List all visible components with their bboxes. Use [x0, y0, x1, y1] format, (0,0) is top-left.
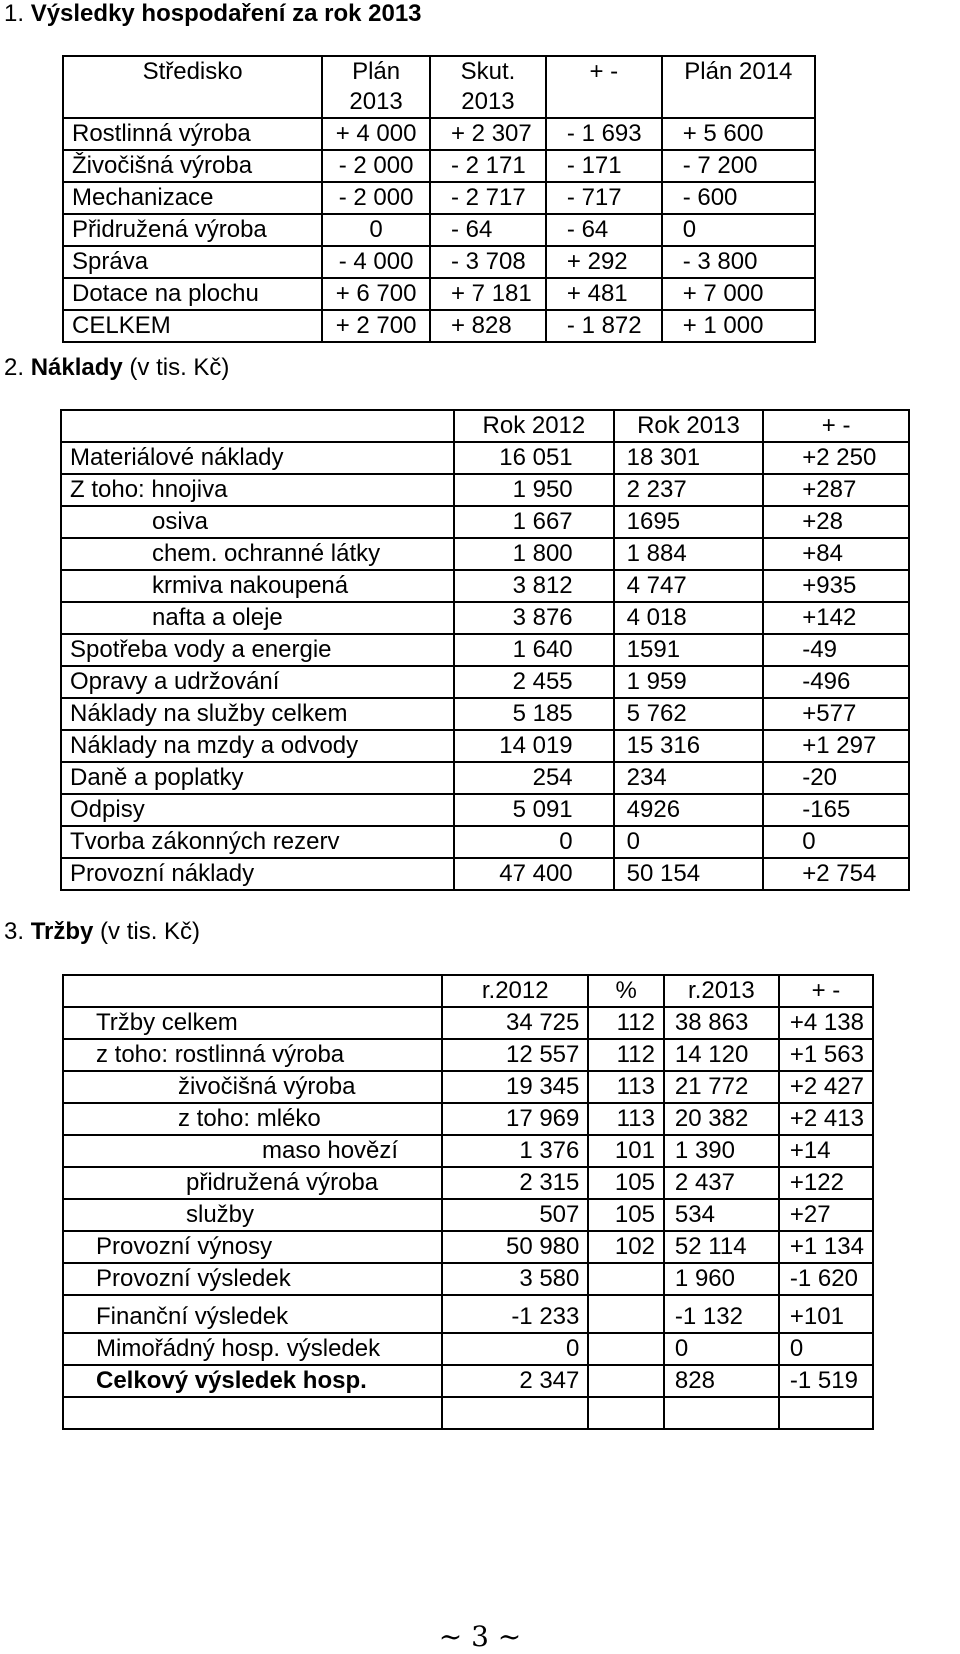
section-1-number: 1.	[4, 0, 25, 27]
table-cell: - 600	[662, 182, 815, 214]
row-label: Mimořádný hosp. výsledek	[63, 1333, 442, 1365]
table-cell: -49	[763, 634, 909, 666]
table-cell: 102	[588, 1231, 664, 1263]
table-cell: + 292	[546, 246, 662, 278]
table-cell: + 2 307	[430, 118, 546, 150]
table-cell: 1 667	[454, 506, 614, 538]
row-label: živočišná výroba	[63, 1071, 442, 1103]
table-cell: 0	[322, 214, 430, 246]
table-cell: 1591	[614, 634, 764, 666]
table-cell: 0	[664, 1333, 779, 1365]
row-label: Tvorba zákonných rezerv	[61, 826, 454, 858]
table-row	[61, 570, 909, 602]
column-header: r.2012	[442, 975, 588, 1007]
table-cell: 2 437	[664, 1167, 779, 1199]
empty-cell	[442, 1397, 588, 1429]
row-label: z toho: rostlinná výroba	[63, 1039, 442, 1071]
row-label: Spotřeba vody a energie	[61, 634, 454, 666]
table-cell: 18 301	[614, 442, 764, 474]
section-3-title: Tržby	[30, 918, 94, 945]
section-1-title: Výsledky hospodaření za rok 2013	[30, 0, 422, 27]
row-label: Provozní výsledek	[63, 1263, 442, 1295]
column-header: Rok 2012	[454, 410, 614, 442]
row-label: Náklady na služby celkem	[61, 698, 454, 730]
table-row	[63, 246, 815, 278]
table-cell	[588, 1263, 664, 1295]
table-cell: 112	[588, 1039, 664, 1071]
table-cell: +2 754	[763, 858, 909, 890]
table-cell: +142	[763, 602, 909, 634]
table-row	[61, 474, 909, 506]
table-cell: -1 519	[779, 1365, 873, 1397]
row-label: služby	[63, 1199, 442, 1231]
row-label: Mechanizace	[63, 182, 322, 214]
row-label: Materiálové náklady	[61, 442, 454, 474]
table-cell: 50 980	[442, 1231, 588, 1263]
table-row	[63, 310, 815, 342]
table-cell: 2 237	[614, 474, 764, 506]
table-cell: +27	[779, 1199, 873, 1231]
table-row	[61, 698, 909, 730]
table-row	[63, 1167, 873, 1199]
row-label: Živočišná výroba	[63, 150, 322, 182]
row-label: nafta a oleje	[61, 602, 454, 634]
row-label: Správa	[63, 246, 322, 278]
section-2-heading	[4, 354, 229, 382]
table-cell: +84	[763, 538, 909, 570]
table-cell: 1 950	[454, 474, 614, 506]
table-cell: + 6 700	[322, 278, 430, 310]
table-row	[61, 634, 909, 666]
table-cell: +1 134	[779, 1231, 873, 1263]
table-cell: 1 640	[454, 634, 614, 666]
revenues-table	[62, 974, 874, 1430]
table-cell: +1 297	[763, 730, 909, 762]
empty-row	[63, 1397, 873, 1429]
table-cell: 1 390	[664, 1135, 779, 1167]
table-cell: 113	[588, 1071, 664, 1103]
table-cell: + 481	[546, 278, 662, 310]
table-cell: +287	[763, 474, 909, 506]
table-cell: - 2 000	[322, 150, 430, 182]
column-header	[61, 410, 454, 442]
row-label: krmiva nakoupená	[61, 570, 454, 602]
table-cell: + 5 600	[662, 118, 815, 150]
table-row	[61, 794, 909, 826]
table-row	[61, 826, 909, 858]
table-cell: 828	[664, 1365, 779, 1397]
table-cell: 15 316	[614, 730, 764, 762]
row-label: CELKEM	[63, 310, 322, 342]
empty-cell	[588, 1397, 664, 1429]
table-cell: 101	[588, 1135, 664, 1167]
table-cell: - 64	[430, 214, 546, 246]
column-header: + -	[546, 56, 662, 118]
table-cell: 4 018	[614, 602, 764, 634]
row-label: přidružená výroba	[63, 1167, 442, 1199]
table-header-row	[63, 975, 873, 1007]
table-cell: 534	[664, 1199, 779, 1231]
table-cell: - 64	[546, 214, 662, 246]
table-header-row	[61, 410, 909, 442]
table-cell: 3 580	[442, 1263, 588, 1295]
table-cell	[588, 1365, 664, 1397]
section-2-number: 2.	[4, 354, 25, 381]
table-cell: 19 345	[442, 1071, 588, 1103]
table-cell: - 1 693	[546, 118, 662, 150]
column-header: Plán 2014	[662, 56, 815, 118]
table-cell: +122	[779, 1167, 873, 1199]
empty-cell	[779, 1397, 873, 1429]
table-cell: 4 747	[614, 570, 764, 602]
table-cell: 2 315	[442, 1167, 588, 1199]
row-label: Daně a poplatky	[61, 762, 454, 794]
table-cell: +4 138	[779, 1007, 873, 1039]
table-cell: 0	[442, 1333, 588, 1365]
table-cell: 20 382	[664, 1103, 779, 1135]
table-cell: 105	[588, 1199, 664, 1231]
table-row	[63, 1007, 873, 1039]
table-row	[63, 1199, 873, 1231]
table-cell: 21 772	[664, 1071, 779, 1103]
table-cell: - 2 171	[430, 150, 546, 182]
table-cell: 1 959	[614, 666, 764, 698]
table-cell: +1 563	[779, 1039, 873, 1071]
table-cell: + 2 700	[322, 310, 430, 342]
section-2-title: Náklady	[30, 354, 123, 381]
table-row	[61, 602, 909, 634]
row-label: Z toho: hnojiva	[61, 474, 454, 506]
table-cell: 234	[614, 762, 764, 794]
table-cell: 5 762	[614, 698, 764, 730]
table-row	[63, 182, 815, 214]
row-label: Přidružená výroba	[63, 214, 322, 246]
table-cell: 0	[763, 826, 909, 858]
table-cell: 14 120	[664, 1039, 779, 1071]
table-cell: - 3 708	[430, 246, 546, 278]
column-header: + -	[763, 410, 909, 442]
table-row	[63, 1333, 873, 1365]
row-label: Opravy a udržování	[61, 666, 454, 698]
column-header: %	[588, 975, 664, 1007]
table-row	[63, 1295, 873, 1333]
table-cell: 0	[614, 826, 764, 858]
table-row	[61, 538, 909, 570]
table-cell: +28	[763, 506, 909, 538]
table-cell: 105	[588, 1167, 664, 1199]
table-cell: 112	[588, 1007, 664, 1039]
row-label: maso hovězí	[63, 1135, 442, 1167]
table-cell	[588, 1333, 664, 1365]
table-cell: 34 725	[442, 1007, 588, 1039]
table-cell: -1 132	[664, 1295, 779, 1333]
table-cell: +101	[779, 1295, 873, 1333]
row-label: osiva	[61, 506, 454, 538]
column-header: Skut. 2013	[430, 56, 546, 118]
row-label: Provozní výnosy	[63, 1231, 442, 1263]
table-cell: 1 800	[454, 538, 614, 570]
table-cell: -1 233	[442, 1295, 588, 1333]
table-cell: 4926	[614, 794, 764, 826]
table-cell: -20	[763, 762, 909, 794]
table-cell: +2 413	[779, 1103, 873, 1135]
table-cell: +2 427	[779, 1071, 873, 1103]
table-row	[61, 730, 909, 762]
column-header: r.2013	[664, 975, 779, 1007]
table-cell: +2 250	[763, 442, 909, 474]
table-cell: - 7 200	[662, 150, 815, 182]
table-cell: + 828	[430, 310, 546, 342]
table-cell: +577	[763, 698, 909, 730]
column-header	[63, 975, 442, 1007]
section-3-number: 3.	[4, 918, 25, 945]
row-label: Tržby celkem	[63, 1007, 442, 1039]
table-cell: -165	[763, 794, 909, 826]
table-cell: 1695	[614, 506, 764, 538]
table-cell: +935	[763, 570, 909, 602]
empty-cell	[664, 1397, 779, 1429]
table-cell: 12 557	[442, 1039, 588, 1071]
table-cell: -1 620	[779, 1263, 873, 1295]
table-cell: - 3 800	[662, 246, 815, 278]
table-cell: - 4 000	[322, 246, 430, 278]
table-cell: 1 884	[614, 538, 764, 570]
table-row	[61, 858, 909, 890]
table-cell: 1 960	[664, 1263, 779, 1295]
table-header-row	[63, 56, 815, 118]
table-cell: + 4 000	[322, 118, 430, 150]
table-cell: 113	[588, 1103, 664, 1135]
table-cell: 0	[779, 1333, 873, 1365]
row-label: Provozní náklady	[61, 858, 454, 890]
table-row	[61, 506, 909, 538]
table-row	[63, 1071, 873, 1103]
table-row	[61, 762, 909, 794]
table-cell: 3 812	[454, 570, 614, 602]
table-row	[63, 1231, 873, 1263]
table-cell: - 717	[546, 182, 662, 214]
page-number: ~ 3 ~	[438, 1620, 522, 1653]
table-cell: 50 154	[614, 858, 764, 890]
row-label: Finanční výsledek	[63, 1295, 442, 1333]
section-3-heading	[4, 918, 200, 946]
row-label: chem. ochranné látky	[61, 538, 454, 570]
costs-table	[60, 409, 910, 891]
table-row	[63, 150, 815, 182]
table-row	[63, 118, 815, 150]
table-cell: - 2 000	[322, 182, 430, 214]
table-row	[63, 214, 815, 246]
row-label: Dotace na plochu	[63, 278, 322, 310]
table-cell: 5 091	[454, 794, 614, 826]
table-cell: -496	[763, 666, 909, 698]
empty-cell	[63, 1397, 442, 1429]
table-cell: 17 969	[442, 1103, 588, 1135]
table-cell: 52 114	[664, 1231, 779, 1263]
table-row	[63, 1135, 873, 1167]
table-cell: 38 863	[664, 1007, 779, 1039]
table-cell: - 171	[546, 150, 662, 182]
table-cell: 5 185	[454, 698, 614, 730]
section-3-unit: (v tis. Kč)	[100, 918, 201, 945]
table-cell: 2 455	[454, 666, 614, 698]
table-row	[61, 666, 909, 698]
row-label: Odpisy	[61, 794, 454, 826]
table-row	[63, 1103, 873, 1135]
table-cell: + 7 000	[662, 278, 815, 310]
table-cell: +14	[779, 1135, 873, 1167]
table-cell: 254	[454, 762, 614, 794]
row-label: Náklady na mzdy a odvody	[61, 730, 454, 762]
table-row	[63, 1365, 873, 1397]
table-cell: 3 876	[454, 602, 614, 634]
table-cell: + 1 000	[662, 310, 815, 342]
row-label: z toho: mléko	[63, 1103, 442, 1135]
section-1-heading	[4, 0, 422, 28]
table-cell: 2 347	[442, 1365, 588, 1397]
table-cell: 507	[442, 1199, 588, 1231]
table-cell: + 7 181	[430, 278, 546, 310]
column-header: Plán 2013	[322, 56, 430, 118]
section-2-unit: (v tis. Kč)	[129, 354, 230, 381]
column-header: Středisko	[63, 56, 322, 118]
column-header: Rok 2013	[614, 410, 764, 442]
table-row	[63, 1263, 873, 1295]
table-cell	[588, 1295, 664, 1333]
table-cell: 16 051	[454, 442, 614, 474]
table-cell: 47 400	[454, 858, 614, 890]
table-row	[63, 1039, 873, 1071]
table-row	[63, 278, 815, 310]
table-cell: - 1 872	[546, 310, 662, 342]
table-row	[61, 442, 909, 474]
results-table	[62, 55, 816, 343]
table-cell: - 2 717	[430, 182, 546, 214]
table-cell: 0	[662, 214, 815, 246]
table-cell: 0	[454, 826, 614, 858]
table-cell: 1 376	[442, 1135, 588, 1167]
row-label: Rostlinná výroba	[63, 118, 322, 150]
row-label: Celkový výsledek hosp.	[63, 1365, 442, 1397]
column-header: + -	[779, 975, 873, 1007]
table-cell: 14 019	[454, 730, 614, 762]
